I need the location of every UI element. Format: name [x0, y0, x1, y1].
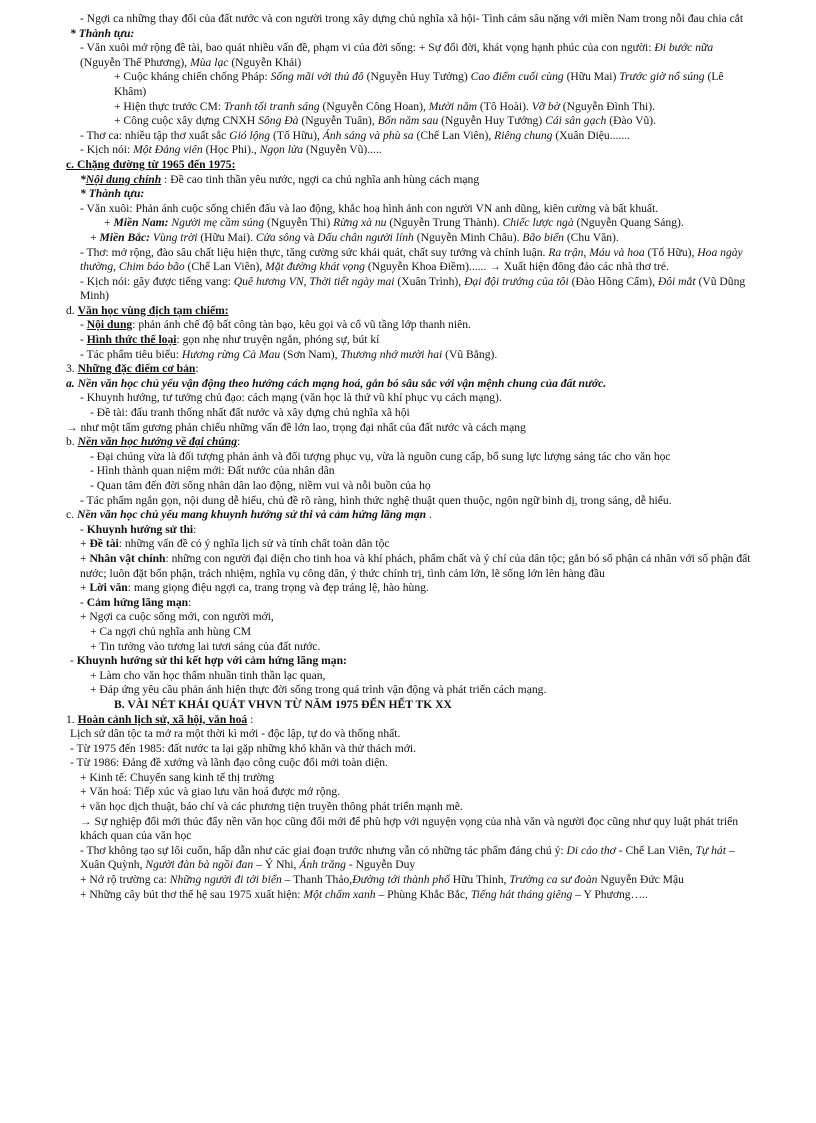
document-line: [66, 596, 756, 611]
text-run: Nguyễn Đức Mậu: [597, 873, 684, 887]
text-run: Mười năm: [428, 99, 478, 113]
text-run: : gọn nhẹ như truyện ngắn, phóng sự, bút kí: [176, 333, 380, 347]
text-run: (Chế Lan Viên),: [184, 260, 266, 274]
text-run: + Tin tưởng vào tương lai tươi sáng của đất nước.: [90, 639, 321, 653]
text-run: + Đáp ứng yêu cầu phản ánh hiện thực đời sống trong quá trình vận động và phát triển cách mạng.: [90, 683, 547, 697]
text-run: Nội dung chính: [85, 172, 162, 186]
text-run: (Xuân Trình),: [394, 274, 465, 288]
text-run: :: [195, 362, 199, 376]
text-run: Ánh trăng: [299, 858, 346, 872]
text-run: Đôi mắt: [657, 274, 696, 288]
text-run: a. Nền văn học chủ yếu vận động theo hướng cách mạng hoá, gắn bó sâu sắc với vận mệnh chung của đất nước.: [66, 376, 607, 390]
text-run: c.: [66, 508, 77, 522]
text-run: Lịch sử dân tộc ta mở ra một thời kì mới - độc lập, tự do và thống nhất.: [70, 727, 401, 741]
document-line: [66, 129, 756, 144]
document-line: [66, 216, 756, 231]
text-run: : mang giọng điệu ngợi ca, trang trọng và đẹp tráng lệ, hào hùng.: [127, 581, 429, 595]
text-run: Đi bước nữa: [654, 41, 714, 55]
text-run: : những con người đại diện cho tinh hoa và khí phách, phẩm chất và ý chí của dân tộc; gắn bó số phận cá nhân với số phận đất nước; luôn đặt bổn phận, trách nhiệm, nghĩa vụ công dân, ý thức chính trị, tình cảm lớn, lẽ sống lớn lên hàng đầu: [80, 551, 751, 580]
text-run: (Hữu Mai).: [197, 230, 256, 244]
document-line: [66, 202, 756, 217]
text-run: + Ngợi ca cuộc sống mới, con người mới,: [80, 610, 274, 624]
text-run: - Thơ không tạo sự lôi cuốn, hấp dẫn như các giai đoạn trước nhưng vẫn có những tác phẩm đáng chú ý:: [80, 843, 567, 857]
text-run: - Kịch nói:: [80, 143, 134, 157]
text-run: * Thành tựu:: [70, 26, 135, 40]
text-run: (Lê Khâm): [114, 70, 724, 98]
document-line: [66, 552, 756, 581]
document-page: [66, 12, 756, 902]
text-run: +: [104, 216, 114, 230]
text-run: Người mẹ cầm súng: [171, 216, 265, 230]
text-run: Ngọn lửa: [259, 143, 304, 157]
document-line: [66, 654, 756, 669]
text-run: Rừng xà nu: [333, 216, 387, 230]
text-run: + Cuộc kháng chiến chống Pháp:: [114, 70, 271, 84]
text-run: Gió lộng: [229, 128, 271, 142]
document-line: [66, 275, 756, 304]
document-line: [66, 640, 756, 655]
text-run: Ánh sáng và phù sa: [322, 128, 414, 142]
document-line: [66, 187, 756, 202]
document-line: [66, 844, 756, 873]
text-run: Miền Nam:: [113, 216, 169, 230]
text-run: Đề tài: [89, 537, 119, 551]
text-run: - Hình thành quan niệm mới: Đất nước của nhân dân: [90, 464, 335, 478]
text-run: (Nguyễn Minh Châu).: [413, 230, 523, 244]
document-line: [66, 800, 756, 815]
text-run: Cảm hứng lãng mạn: [86, 595, 189, 609]
text-run: Cái sân gạch: [545, 114, 607, 128]
text-run: (Nguyễn Tuân),: [298, 114, 378, 128]
document-line: [66, 625, 756, 640]
text-run: Tranh tối tranh sáng: [223, 99, 320, 113]
text-run: Hoàn cảnh lịch sử, xã hội, văn hoá: [77, 712, 248, 726]
text-run: - Khuynh hướng, tư tưởng chủ đạo: cách mạng (văn học là thứ vũ khí phục vụ cách mạng).: [80, 391, 502, 405]
document-line: [66, 27, 756, 42]
text-run: -: [80, 333, 87, 347]
text-run: (Tố Hữu),: [644, 245, 698, 259]
text-run: (Nguyễn Công Hoan),: [319, 99, 429, 113]
text-run: (Nguyễn Quang Sáng).: [573, 216, 684, 230]
text-run: + Kinh tế: Chuyển sang kinh tế thị trường: [80, 770, 275, 784]
text-run: + Công cuộc xây dựng CNXH: [114, 114, 259, 128]
text-run: :: [193, 522, 197, 536]
text-run: - Chế Lan Viên,: [615, 843, 696, 857]
text-run: → Sự nghiệp đổi mới thúc đẩy nền văn học cũng đổi mới để phù hợp với nguyện vọng của nhà văn và người đọc cũng như quy luật phát triển khách quan của văn học: [80, 814, 739, 843]
text-run: -: [80, 318, 87, 332]
document-line: [66, 231, 756, 246]
text-run: -: [80, 522, 87, 536]
text-run: – Phùng Khắc Bắc,: [375, 887, 471, 901]
document-line: [66, 771, 756, 786]
text-run: 1.: [66, 712, 78, 726]
document-line: [66, 143, 756, 158]
text-run: Những người đi tới biển: [169, 873, 282, 887]
text-run: Một Đảng viên: [133, 143, 203, 157]
document-line: [66, 581, 756, 596]
text-run: (Nguyễn Vũ).....: [303, 143, 382, 157]
document-line: [66, 377, 756, 392]
text-run: + Làm cho văn học thấm nhuần tinh thần lạc quan,: [90, 668, 326, 682]
text-run: Trước giờ nổ súng: [619, 70, 705, 84]
text-run: *: [80, 172, 86, 186]
text-run: Bão biển: [522, 230, 564, 244]
text-run: Thương nhớ mười hai: [340, 347, 443, 361]
document-line: [66, 713, 756, 728]
document-line: [66, 70, 756, 99]
text-run: - Ngợi ca những thay đổi của đất nước và con người trong xây dựng chủ nghĩa xã hội- Tình cảm sâu nặng với miền Nam trong nỗi đau chia cắt: [80, 12, 744, 25]
text-run: c. Chặng đường từ 1965 đến 1975:: [66, 157, 236, 171]
text-run: - Thơ: mở rộng, đào sâu chất liệu hiện thực, tăng cường sức khái quát, chất suy tưởng và chính luận.: [80, 245, 549, 259]
document-line: [66, 756, 756, 771]
text-run: + Hiện thực trước CM:: [114, 99, 224, 113]
document-line: [66, 41, 756, 70]
text-run: (Xuân Diệu.......: [552, 128, 631, 142]
document-line: [66, 333, 756, 348]
text-run: +: [80, 551, 90, 565]
text-run: Mùa lạc: [190, 55, 229, 69]
document-line: [66, 669, 756, 684]
document-line: [66, 873, 756, 888]
document-line: [66, 173, 756, 188]
text-run: +: [80, 537, 90, 551]
text-run: Sông Đà: [258, 114, 299, 128]
document-line: [66, 391, 756, 406]
text-run: Khuynh hướng sử thi kết hợp với cảm hứng lãng mạn:: [76, 654, 347, 668]
text-run: * Thành tựu:: [80, 187, 145, 201]
text-run: Ra trận, Máu và hoa: [548, 245, 645, 259]
document-line: [66, 508, 756, 523]
text-run: (Nguyễn Thế Phương),: [80, 55, 191, 69]
document-line: [66, 348, 756, 363]
text-run: - Tác phẩm ngắn gọn, nội dung dễ hiểu, chủ đề rõ ràng, hình thức nghệ thuật quen thuộc, ngôn ngữ bình dị, trong sáng, dễ hiểu.: [80, 493, 672, 507]
document-line: [66, 362, 756, 377]
text-run: (Nguyễn Trung Thành).: [386, 216, 503, 230]
text-run: Mặt đường khát vọng: [265, 260, 365, 274]
text-run: Những đặc điểm cơ bản: [77, 362, 196, 376]
document-line: [66, 12, 756, 27]
text-run: .: [426, 508, 432, 522]
text-run: + Ca ngợi chủ nghĩa anh hùng CM: [90, 624, 252, 638]
text-run: Một chấm xanh: [303, 887, 376, 901]
text-run: Dấu chân người lính: [317, 230, 414, 244]
text-run: (Nguyễn Huy Tưởng): [438, 114, 546, 128]
text-run: (Hữu Mai): [563, 70, 620, 84]
text-run: - Văn xuôi: Phản ánh cuộc sống chiến đấu và lao động, khắc hoạ hình ảnh con người VN anh dũng, kiên cường và bất khuất.: [80, 201, 659, 215]
text-run: (Tố Hữu),: [270, 128, 323, 142]
text-run: Đường tới thành phố: [352, 873, 450, 887]
text-run: Tự hát: [695, 843, 726, 857]
text-run: Bốn năm sau: [377, 114, 439, 128]
text-run: (Vũ Bằng).: [442, 347, 498, 361]
text-run: Lời văn: [89, 581, 128, 595]
text-run: : những vấn đề có ý nghĩa lịch sử và tính chất toàn dân tộc: [118, 537, 390, 551]
text-run: Nội dung: [86, 318, 133, 332]
document-line: [66, 421, 756, 436]
document-line: [66, 450, 756, 465]
text-run: – Xuân Quỳnh,: [80, 843, 735, 872]
text-run: :: [237, 435, 241, 449]
text-run: - Nguyễn Duy: [345, 858, 416, 872]
document-line: [66, 464, 756, 479]
document-line: [66, 494, 756, 509]
text-run: Hình thức thể loại: [86, 333, 177, 347]
text-run: d.: [66, 303, 78, 317]
text-run: (Vũ Dũng Minh): [80, 274, 746, 303]
text-run: Người đàn bà ngồi đan: [145, 858, 254, 872]
text-run: -: [70, 654, 77, 668]
text-run: Sống mãi với thủ đô: [270, 70, 364, 84]
document-line: [66, 523, 756, 538]
text-run: - Tác phẩm tiêu biểu:: [80, 347, 182, 361]
text-run: Nền văn học hướng về đại chúng: [77, 435, 237, 449]
text-run: → như một tấm gương phản chiếu những vấn đề lớn lao, trọng đại nhất của đất nước và cách mạng: [66, 420, 526, 434]
text-run: (Sơn Nam),: [280, 347, 341, 361]
text-run: (Nguyễn Khoa Điềm)...... → Xuất hiện đông đảo các nhà thơ trẻ.: [364, 260, 669, 274]
text-run: (Nguyễn Thi): [264, 216, 334, 230]
text-run: Quê hương VN, Thời tiết ngày mai: [233, 274, 395, 288]
document-line: [66, 727, 756, 742]
text-run: - Đại chúng vừa là đối tượng phản ánh và đối tượng phục vụ, vừa là nguồn cung cấp, bổ sung lực lượng sáng tác cho văn học: [90, 449, 671, 463]
document-line: [66, 435, 756, 450]
text-run: Nền văn học chủ yếu mang khuynh hướng sử thi và cảm hứng lãng mạn: [76, 508, 427, 522]
text-run: Đại đội trưởng của tôi: [464, 274, 569, 288]
text-run: + Những cây bút thơ thế hệ sau 1975 xuất hiện:: [80, 887, 304, 901]
text-run: : phản ánh chế độ bất công tàn bạo, kêu gọi và cổ vũ tầng lớp thanh niên.: [132, 318, 471, 332]
text-run: -: [80, 595, 87, 609]
text-run: - Đề tài: đấu tranh thống nhất đất nước và xây dựng chủ nghĩa xã hội: [90, 406, 410, 420]
text-run: - Văn xuôi mở rộng đề tài, bao quát nhiều vấn đề, phạm vi của đời sống: + Sự đổi đời, khát vọng hạnh phúc của con người:: [80, 41, 655, 55]
text-run: - Từ 1986: Đảng đề xướng và lãnh đạo công cuộc đổi mới toàn diện.: [70, 756, 388, 770]
text-run: : Đề cao tinh thần yêu nước, ngợi ca chủ nghĩa anh hùng cách mạng: [161, 172, 480, 186]
text-run: – Y Phương…..: [572, 887, 648, 901]
text-run: – Thanh Thảo,: [281, 873, 353, 887]
text-run: Cao điểm cuối cùng: [470, 70, 564, 84]
text-run: + Văn hoá: Tiếp xúc và giao lưu văn hoá được mở rộng.: [80, 785, 341, 799]
text-run: Miền Bắc:: [99, 230, 150, 244]
text-run: Chiếc lược ngà: [502, 216, 574, 230]
text-run: - Thơ ca: nhiều tập thơ xuất sắc: [80, 128, 230, 142]
text-run: (Nguyễn Huy Tưởng): [363, 70, 471, 84]
document-line: [66, 785, 756, 800]
text-run: (Đào Vũ).: [606, 114, 657, 128]
text-run: (Chế Lan Viên),: [413, 128, 495, 142]
text-run: (Nguyễn Khải): [228, 55, 302, 69]
text-run: (Học Phi).,: [202, 143, 260, 157]
document-line: [66, 100, 756, 115]
text-run: và: [300, 230, 318, 244]
document-line: [66, 698, 756, 713]
document-line: [66, 114, 756, 129]
text-run: Tiếng hát tháng giêng: [470, 887, 573, 901]
text-run: 3.: [66, 362, 78, 376]
text-run: (Tô Hoài).: [477, 99, 532, 113]
document-line: [66, 537, 756, 552]
text-run: + Nở rộ trường ca:: [80, 873, 170, 887]
text-run: Di cảo thơ: [566, 843, 616, 857]
text-run: Văn học vùng địch tạm chiếm:: [77, 303, 229, 317]
text-run: (Chu Văn).: [563, 230, 619, 244]
text-run: (Nguyễn Đình Thi).: [559, 99, 656, 113]
text-run: - Từ 1975 đến 1985: đất nước ta lại gặp những khó khăn và thử thách mới.: [70, 741, 416, 755]
document-line: [66, 158, 756, 173]
text-run: :: [188, 595, 192, 609]
text-run: – Ý Nhi,: [253, 858, 300, 872]
document-line: [66, 304, 756, 319]
text-run: Hữu Thỉnh,: [449, 873, 510, 887]
text-run: + văn học dịch thuật, báo chí và các phương tiện truyền thông phát triển mạnh mẽ.: [80, 800, 463, 814]
text-run: Trường ca sư đoàn: [509, 873, 598, 887]
text-run: +: [80, 581, 90, 595]
document-line: [66, 406, 756, 421]
document-line: [66, 888, 756, 903]
text-run: Vỡ bờ: [531, 99, 560, 113]
text-run: Hoa ngày thường, Chim báo bão: [80, 245, 743, 274]
document-line: [66, 479, 756, 494]
document-line: [66, 683, 756, 698]
document-line: [66, 610, 756, 625]
document-line: [66, 246, 756, 275]
text-run: Vùng trời: [152, 230, 198, 244]
text-run: :: [247, 712, 254, 726]
document-line: [66, 742, 756, 757]
text-run: - Kịch nói: gây được tiếng vang:: [80, 274, 234, 288]
text-run: Khuynh hướng sử thi: [86, 522, 194, 536]
text-run: b.: [66, 435, 78, 449]
text-run: Nhân vật chính: [89, 551, 166, 565]
document-line: [66, 318, 756, 333]
text-run: B. VÀI NÉT KHÁI QUÁT VHVN TỪ NĂM 1975 ĐẾN HẾT TK XX: [114, 697, 452, 711]
text-run: Riêng chung: [494, 128, 553, 142]
document-line: [66, 815, 756, 844]
text-run: - Quan tâm đến đời sống nhân dân lao động, niềm vui và nỗi buồn của họ: [90, 479, 431, 492]
text-run: Hương rừng Cà Mau: [181, 347, 281, 361]
text-run: (Đào Hồng Cẩm),: [568, 274, 658, 288]
text-run: +: [90, 230, 100, 244]
text-run: Cửa sông: [255, 230, 301, 244]
